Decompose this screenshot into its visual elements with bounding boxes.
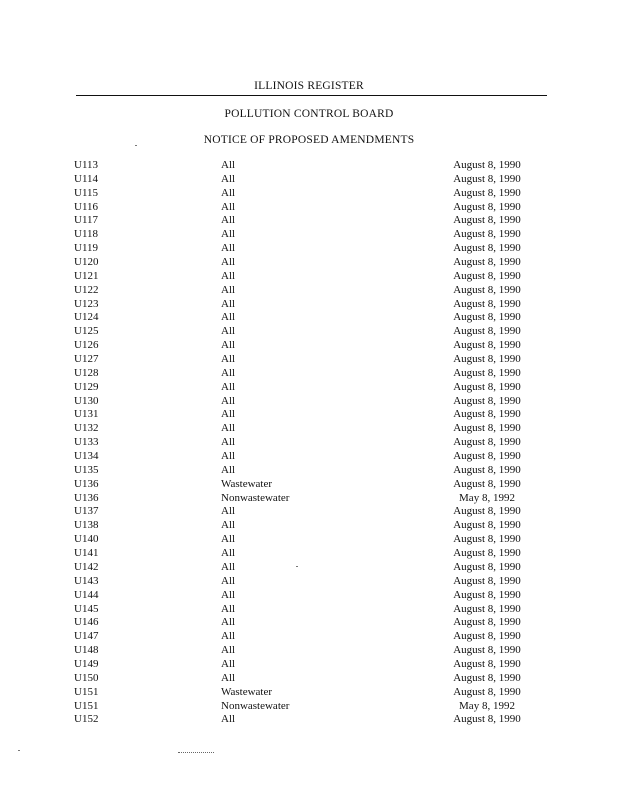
table-row <box>0 505 618 519</box>
waste-code: U122 <box>74 283 99 296</box>
waste-code: U117 <box>74 214 99 227</box>
waste-description: All <box>221 228 236 241</box>
waste-code: U114 <box>74 172 99 185</box>
waste-description: Nonwastewater <box>221 699 290 712</box>
footer-mark <box>178 752 214 753</box>
waste-description: All <box>221 380 236 393</box>
effective-date: August 8, 1990 <box>453 657 521 670</box>
table-row <box>0 533 618 547</box>
effective-date: August 8, 1990 <box>453 450 521 463</box>
table-row <box>0 159 618 173</box>
waste-description: All <box>221 297 236 310</box>
waste-description: All <box>221 616 236 629</box>
waste-description: All <box>221 214 236 227</box>
waste-code: U148 <box>74 644 99 657</box>
effective-date: August 8, 1990 <box>453 269 521 282</box>
waste-code: U151 <box>74 699 99 712</box>
effective-date: August 8, 1990 <box>453 574 521 587</box>
effective-date: August 8, 1990 <box>453 214 521 227</box>
waste-description: All <box>221 283 236 296</box>
header-rule <box>76 95 547 96</box>
effective-date: August 8, 1990 <box>453 339 521 352</box>
waste-code: U133 <box>74 436 99 449</box>
table-row <box>0 492 618 506</box>
waste-description: All <box>221 242 236 255</box>
effective-date: August 8, 1990 <box>453 671 521 684</box>
table-row <box>0 436 618 450</box>
waste-description: All <box>221 547 236 560</box>
effective-date: August 8, 1990 <box>453 408 521 421</box>
waste-code: U141 <box>74 547 99 560</box>
effective-date: August 8, 1990 <box>453 685 521 698</box>
waste-code: U143 <box>74 574 99 587</box>
waste-code: U138 <box>74 519 99 532</box>
table-row <box>0 672 618 686</box>
waste-code: U123 <box>74 297 99 310</box>
effective-date: August 8, 1990 <box>453 200 521 213</box>
waste-description: All <box>221 186 236 199</box>
table-row <box>0 644 618 658</box>
waste-code: U137 <box>74 505 99 518</box>
scan-speck <box>135 145 137 146</box>
effective-date: August 8, 1990 <box>453 159 521 171</box>
effective-date: August 8, 1990 <box>453 256 521 269</box>
waste-description: All <box>221 256 236 269</box>
waste-code: U134 <box>74 450 99 463</box>
waste-code: U116 <box>74 200 99 213</box>
effective-date: August 8, 1990 <box>453 380 521 393</box>
waste-code: U129 <box>74 380 99 393</box>
waste-description: All <box>221 311 236 324</box>
waste-description: All <box>221 200 236 213</box>
waste-description: Wastewater <box>221 685 273 698</box>
waste-code: U151 <box>74 685 99 698</box>
table-row <box>0 395 618 409</box>
effective-date: August 8, 1990 <box>453 616 521 629</box>
waste-code: U145 <box>74 602 99 615</box>
effective-date: August 8, 1990 <box>453 630 521 643</box>
waste-description: All <box>221 602 236 615</box>
effective-date: August 8, 1990 <box>453 588 521 601</box>
table-row <box>0 408 618 422</box>
waste-description: All <box>221 172 236 185</box>
waste-code: U149 <box>74 657 99 670</box>
notice-heading: NOTICE OF PROPOSED AMENDMENTS <box>203 134 415 146</box>
waste-code: U128 <box>74 366 99 379</box>
waste-code: U136 <box>74 491 99 504</box>
effective-date: August 8, 1990 <box>453 353 521 366</box>
table-row <box>0 173 618 187</box>
waste-description: All <box>221 463 236 476</box>
effective-date: August 8, 1990 <box>453 394 521 407</box>
waste-description: All <box>221 436 236 449</box>
table-row <box>0 422 618 436</box>
table-row <box>0 589 618 603</box>
waste-code: U147 <box>74 630 99 643</box>
waste-description: All <box>221 339 236 352</box>
table-row <box>0 561 618 575</box>
effective-date: August 8, 1990 <box>453 283 521 296</box>
table-row <box>0 450 618 464</box>
table-row <box>0 367 618 381</box>
waste-description: All <box>221 519 236 532</box>
waste-code: U140 <box>74 533 99 546</box>
table-row <box>0 700 618 714</box>
waste-description: All <box>221 644 236 657</box>
waste-description: All <box>221 159 236 171</box>
waste-code: U142 <box>74 560 99 573</box>
table-row <box>0 630 618 644</box>
waste-description: All <box>221 325 236 338</box>
waste-description: All <box>221 588 236 601</box>
table-row <box>0 214 618 228</box>
effective-date: August 8, 1990 <box>453 477 521 490</box>
effective-date: August 8, 1990 <box>453 311 521 324</box>
waste-description: Wastewater <box>221 477 273 490</box>
effective-date: August 8, 1990 <box>453 560 521 573</box>
waste-description: All <box>221 630 236 643</box>
table-row <box>0 256 618 270</box>
table-row <box>0 187 618 201</box>
waste-description: All <box>221 713 236 726</box>
waste-description: Nonwastewater <box>221 491 290 504</box>
waste-description: All <box>221 657 236 670</box>
waste-code: U130 <box>74 394 99 407</box>
table-row <box>0 228 618 242</box>
effective-date: August 8, 1990 <box>453 713 521 726</box>
effective-date: August 8, 1990 <box>453 463 521 476</box>
table-row <box>0 201 618 215</box>
effective-date: May 8, 1992 <box>459 699 515 712</box>
table-row <box>0 242 618 256</box>
waste-code: U120 <box>74 256 99 269</box>
table-row <box>0 311 618 325</box>
table-row <box>0 686 618 700</box>
scan-speck <box>296 566 298 567</box>
table-row <box>0 547 618 561</box>
register-title: ILLINOIS REGISTER <box>254 80 364 92</box>
effective-date: August 8, 1990 <box>453 533 521 546</box>
waste-description: All <box>221 422 236 435</box>
table-row <box>0 616 618 630</box>
effective-date: August 8, 1990 <box>453 436 521 449</box>
waste-description: All <box>221 353 236 366</box>
scan-speck <box>18 750 20 751</box>
waste-code: U152 <box>74 713 99 726</box>
table-row <box>0 270 618 284</box>
waste-description: All <box>221 560 236 573</box>
effective-date: August 8, 1990 <box>453 297 521 310</box>
waste-description: All <box>221 505 236 518</box>
effective-date: August 8, 1990 <box>453 519 521 532</box>
waste-code: U125 <box>74 325 99 338</box>
waste-description: All <box>221 269 236 282</box>
effective-date: August 8, 1990 <box>453 505 521 518</box>
waste-code: U124 <box>74 311 99 324</box>
waste-code: U113 <box>74 159 99 171</box>
waste-code-table <box>0 159 618 727</box>
waste-description: All <box>221 394 236 407</box>
waste-description: All <box>221 408 236 421</box>
table-row <box>0 519 618 533</box>
waste-code: U146 <box>74 616 99 629</box>
waste-description: All <box>221 450 236 463</box>
effective-date: August 8, 1990 <box>453 242 521 255</box>
table-row <box>0 353 618 367</box>
table-row <box>0 298 618 312</box>
effective-date: August 8, 1990 <box>453 366 521 379</box>
effective-date: August 8, 1990 <box>453 547 521 560</box>
table-row <box>0 658 618 672</box>
table-row <box>0 339 618 353</box>
waste-code: U127 <box>74 353 99 366</box>
waste-code: U144 <box>74 588 99 601</box>
waste-code: U119 <box>74 242 99 255</box>
waste-description: All <box>221 574 236 587</box>
effective-date: August 8, 1990 <box>453 228 521 241</box>
waste-code: U135 <box>74 463 99 476</box>
effective-date: May 8, 1992 <box>459 491 515 504</box>
effective-date: August 8, 1990 <box>453 644 521 657</box>
effective-date: August 8, 1990 <box>453 602 521 615</box>
waste-code: U121 <box>74 269 99 282</box>
table-row <box>0 713 618 727</box>
table-row <box>0 603 618 617</box>
effective-date: August 8, 1990 <box>453 422 521 435</box>
effective-date: August 8, 1990 <box>453 186 521 199</box>
waste-code: U126 <box>74 339 99 352</box>
waste-code: U131 <box>74 408 99 421</box>
waste-description: All <box>221 533 236 546</box>
table-row <box>0 325 618 339</box>
waste-code: U118 <box>74 228 99 241</box>
effective-date: August 8, 1990 <box>453 325 521 338</box>
waste-description: All <box>221 671 236 684</box>
table-row <box>0 575 618 589</box>
table-row <box>0 284 618 298</box>
waste-description: All <box>221 366 236 379</box>
table-row <box>0 478 618 492</box>
agency-name: POLLUTION CONTROL BOARD <box>224 108 394 120</box>
waste-code: U136 <box>74 477 99 490</box>
table-row <box>0 381 618 395</box>
table-row <box>0 464 618 478</box>
waste-code: U132 <box>74 422 99 435</box>
waste-code: U150 <box>74 671 99 684</box>
waste-code: U115 <box>74 186 99 199</box>
effective-date: August 8, 1990 <box>453 172 521 185</box>
